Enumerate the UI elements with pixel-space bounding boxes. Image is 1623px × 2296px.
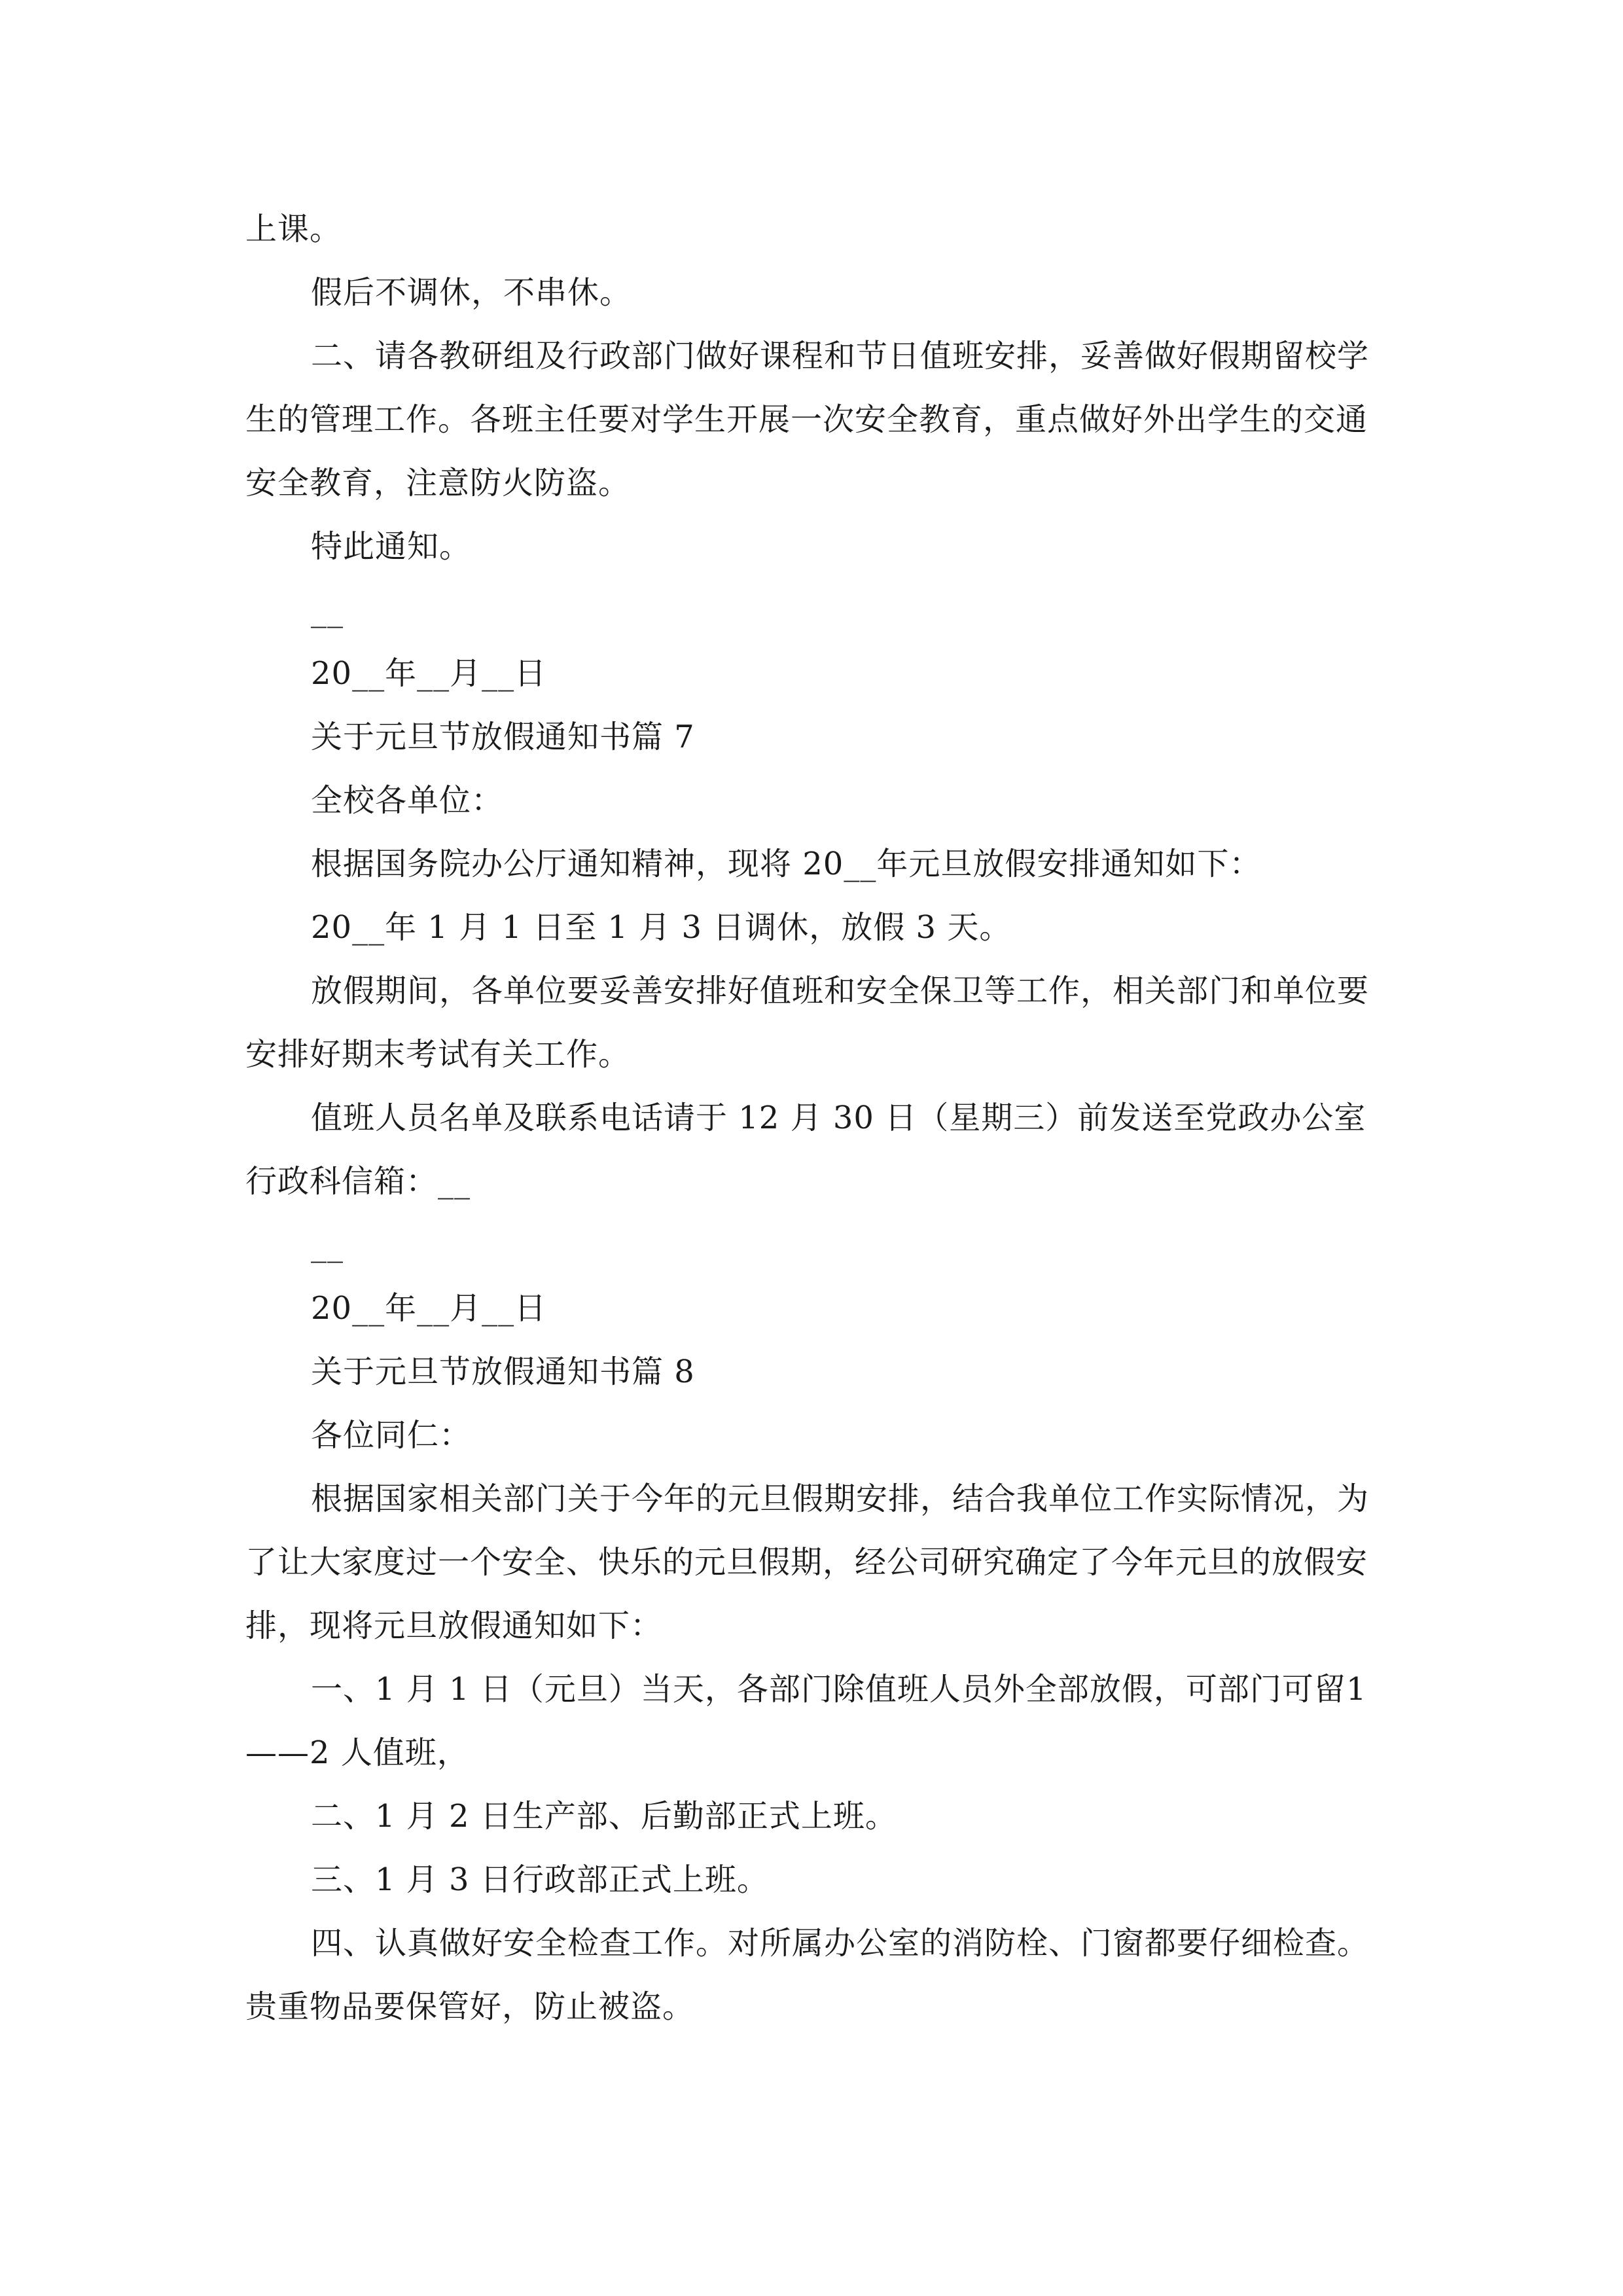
paragraph-item-two: 二、1 月 2 日生产部、后勤部正式上班。 [311, 1798, 897, 1835]
salutation-all-units: 全校各单位： [311, 782, 504, 819]
paragraph-duty-roster-submission: 值班人员名单及联系电话请于 12 月 30 日（星期三）前发送至党政办公室行政科信箱：__ [245, 1100, 1366, 1200]
paragraph-item-four: 四、认真做好安全检查工作。对所属办公室的消防栓、门窗都要仔细检查。贵重物品要保管好，防止被盗。 [245, 1925, 1370, 2025]
section-title-8: 关于元旦节放假通知书篇 8 [311, 1354, 695, 1390]
paragraph-item-two-arrangements: 二、请各教研组及行政部门做好课程和节日值班安排，妥善做好假期留校学生的管理工作。各班主任要对学生开展一次安全教育，重点做好外出学生的交通安全教育，注意防火防盗。 [245, 338, 1370, 501]
salutation-colleagues: 各位同仁： [311, 1417, 472, 1454]
paragraph-holiday-dates: 20__年 1 月 1 日至 1 月 3 日调休，放假 3 天。 [311, 909, 1012, 946]
signature-blank: __ [311, 592, 344, 628]
signature-blank: __ [311, 1227, 344, 1263]
paragraph-state-council-notice: 根据国务院办公厅通知精神，现将 20__年元旦放假安排通知如下： [311, 846, 1262, 882]
paragraph-duty-arrangements: 放假期间，各单位要妥善安排好值班和安全保卫等工作，相关部门和单位要安排好期末考试有关工作。 [245, 973, 1370, 1073]
paragraph-closing-notice: 特此通知。 [311, 528, 472, 565]
document-body [245, 198, 1397, 2039]
paragraph-continuation: 上课。 [245, 211, 342, 247]
date-line: 20__年__月__日 [311, 655, 547, 692]
paragraph-item-one: 一、1 月 1 日（元旦）当天，各部门除值班人员外全部放假，可部门可留1——2 人值班， [245, 1671, 1367, 1771]
paragraph-item-three: 三、1 月 3 日行政部正式上班。 [311, 1861, 769, 1898]
date-line: 20__年__月__日 [311, 1290, 547, 1327]
paragraph-company-arrangement: 根据国家相关部门关于今年的元旦假期安排，结合我单位工作实际情况，为了让大家度过一个安全、快乐的元旦假期，经公司研究确定了今年元旦的放假安排，现将元旦放假通知如下： [245, 1480, 1370, 1644]
section-title-7: 关于元旦节放假通知书篇 7 [311, 719, 695, 755]
paragraph-no-compensatory-rest: 假后不调休，不串休。 [311, 274, 632, 311]
